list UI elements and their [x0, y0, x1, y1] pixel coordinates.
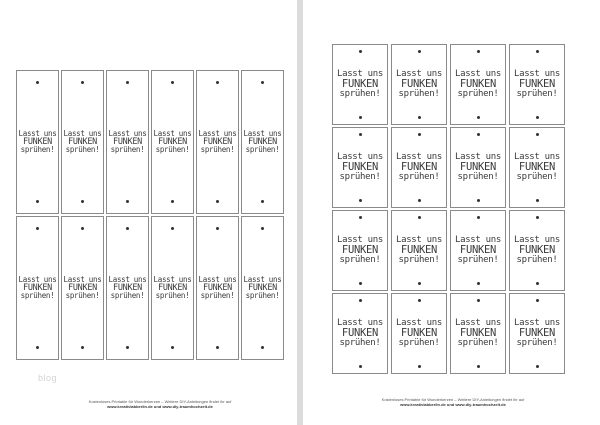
tag-text-line2: FUNKEN [400, 243, 438, 256]
tag-text-line3: sprühen! [398, 255, 440, 265]
tag-text-line2: FUNKEN [248, 136, 277, 147]
gift-tag [106, 70, 149, 214]
tag-text-line3: sprühen! [155, 145, 190, 155]
tag-text-line3: sprühen! [110, 145, 145, 155]
gift-tag [391, 210, 447, 291]
right-sheet-footer [343, 397, 563, 407]
punch-hole-dot [261, 227, 264, 230]
tag-text-line2: FUNKEN [518, 243, 556, 256]
punch-hole-dot [477, 199, 480, 202]
tag-text-line1: Lasst uns [513, 234, 561, 245]
tag-text-line2: FUNKEN [68, 282, 97, 293]
punch-hole-dot [126, 81, 129, 84]
punch-hole-dot [418, 199, 421, 202]
left-sheet-footer [50, 399, 270, 409]
gift-tag [450, 293, 506, 374]
punch-hole-dot [216, 200, 219, 203]
punch-hole-dot [536, 50, 539, 53]
tag-text-line3: sprühen! [155, 291, 190, 301]
punch-hole-dot [171, 200, 174, 203]
tag-text-line2: FUNKEN [341, 243, 379, 256]
tag-text-line1: Lasst uns [153, 128, 192, 138]
tag-text-line1: Lasst uns [395, 234, 443, 245]
tag-text-line1: Lasst uns [454, 317, 502, 328]
punch-hole-dot [359, 365, 362, 368]
punch-hole-dot [418, 282, 421, 285]
tag-text-line1: Lasst uns [198, 128, 237, 138]
punch-hole-dot [126, 346, 129, 349]
tag-text-line3: sprühen! [245, 291, 280, 301]
tag-text-line2: FUNKEN [158, 136, 187, 147]
tag-text-line3: sprühen! [516, 89, 558, 99]
gift-tag [509, 293, 565, 374]
punch-hole-dot [81, 227, 84, 230]
tag-text-line1: Lasst uns [336, 234, 384, 245]
punch-hole-dot [171, 81, 174, 84]
left-tag-grid [16, 70, 284, 360]
tag-text-line2: FUNKEN [518, 77, 556, 90]
footer-website-line: www.kreativlabberlin.de und www.diy-traumhochzeit.de [400, 402, 506, 407]
tag-text-line2: FUNKEN [400, 77, 438, 90]
tag-text-line1: Lasst uns [454, 68, 502, 79]
tag-text-line1: Lasst uns [336, 317, 384, 328]
tag-text-line3: sprühen! [398, 338, 440, 348]
tag-text-line3: sprühen! [20, 291, 55, 301]
tag-text-line2: FUNKEN [341, 326, 379, 339]
punch-hole-dot [171, 346, 174, 349]
tag-text-line1: Lasst uns [336, 151, 384, 162]
gift-tag [391, 127, 447, 208]
tag-text-line1: Lasst uns [18, 128, 57, 138]
tag-text-line2: FUNKEN [203, 282, 232, 293]
punch-hole-dot [81, 200, 84, 203]
tag-text-line1: Lasst uns [395, 68, 443, 79]
gift-tag [106, 216, 149, 360]
tag-text-line1: Lasst uns [513, 68, 561, 79]
tag-text-line1: Lasst uns [336, 68, 384, 79]
punch-hole-dot [359, 133, 362, 136]
tag-text-line2: FUNKEN [341, 160, 379, 173]
tag-text-line3: sprühen! [457, 172, 499, 182]
right-tag-grid [332, 44, 565, 374]
punch-hole-dot [477, 365, 480, 368]
punch-hole-dot [261, 200, 264, 203]
gift-tag [332, 127, 388, 208]
tag-text-line3: sprühen! [516, 172, 558, 182]
gift-tag [332, 210, 388, 291]
tag-text-line3: sprühen! [200, 145, 235, 155]
punch-hole-dot [36, 200, 39, 203]
watermark-text: blog [38, 373, 58, 383]
tag-text-line2: FUNKEN [248, 282, 277, 293]
punch-hole-dot [418, 299, 421, 302]
punch-hole-dot [477, 116, 480, 119]
punch-hole-dot [81, 81, 84, 84]
tag-text-line2: FUNKEN [203, 136, 232, 147]
tag-text-line2: FUNKEN [518, 160, 556, 173]
punch-hole-dot [261, 81, 264, 84]
tag-text-line3: sprühen! [516, 338, 558, 348]
punch-hole-dot [359, 199, 362, 202]
gift-tag [509, 127, 565, 208]
tag-text-line3: sprühen! [245, 145, 280, 155]
punch-hole-dot [536, 116, 539, 119]
gift-tag [196, 216, 239, 360]
punch-hole-dot [418, 133, 421, 136]
tag-text-line2: FUNKEN [400, 326, 438, 339]
tag-text-line1: Lasst uns [108, 274, 147, 284]
tag-text-line1: Lasst uns [243, 274, 282, 284]
footer-website-line: www.kreativlabberlin.de und www.diy-traumhochzeit.de [107, 404, 213, 409]
tag-text-line2: FUNKEN [459, 160, 497, 173]
tag-text-line3: sprühen! [20, 145, 55, 155]
gift-tag [450, 210, 506, 291]
tag-text-line3: sprühen! [65, 145, 100, 155]
tag-text-line1: Lasst uns [18, 274, 57, 284]
gift-tag [450, 127, 506, 208]
punch-hole-dot [36, 227, 39, 230]
gift-tag [509, 210, 565, 291]
punch-hole-dot [536, 282, 539, 285]
punch-hole-dot [171, 227, 174, 230]
tag-text-line2: FUNKEN [113, 282, 142, 293]
tag-text-line3: sprühen! [457, 338, 499, 348]
punch-hole-dot [418, 365, 421, 368]
punch-hole-dot [36, 81, 39, 84]
tag-text-line2: FUNKEN [23, 282, 52, 293]
tag-text-line2: FUNKEN [459, 243, 497, 256]
punch-hole-dot [477, 216, 480, 219]
punch-hole-dot [536, 199, 539, 202]
punch-hole-dot [418, 216, 421, 219]
punch-hole-dot [216, 81, 219, 84]
tag-text-line1: Lasst uns [243, 128, 282, 138]
punch-hole-dot [536, 133, 539, 136]
gift-tag [61, 216, 104, 360]
punch-hole-dot [359, 282, 362, 285]
tag-text-line1: Lasst uns [513, 317, 561, 328]
gift-tag [196, 70, 239, 214]
punch-hole-dot [477, 133, 480, 136]
gift-tag [151, 70, 194, 214]
gift-tag [16, 70, 59, 214]
gift-tag [61, 70, 104, 214]
tag-text-line3: sprühen! [339, 172, 381, 182]
gift-tag [450, 44, 506, 125]
tag-text-line1: Lasst uns [395, 151, 443, 162]
tag-text-line3: sprühen! [457, 89, 499, 99]
tag-text-line3: sprühen! [398, 89, 440, 99]
tag-text-line1: Lasst uns [454, 234, 502, 245]
gift-tag [391, 44, 447, 125]
punch-hole-dot [261, 346, 264, 349]
punch-hole-dot [477, 50, 480, 53]
punch-hole-dot [81, 346, 84, 349]
gift-tag [332, 44, 388, 125]
tag-text-line1: Lasst uns [63, 274, 102, 284]
tag-text-line3: sprühen! [200, 291, 235, 301]
punch-hole-dot [536, 365, 539, 368]
tag-text-line2: FUNKEN [341, 77, 379, 90]
gift-tag [332, 293, 388, 374]
gift-tag [241, 70, 284, 214]
tag-text-line3: sprühen! [339, 89, 381, 99]
tag-text-line3: sprühen! [398, 172, 440, 182]
punch-hole-dot [359, 299, 362, 302]
gift-tag [241, 216, 284, 360]
punch-hole-dot [126, 200, 129, 203]
gift-tag [151, 216, 194, 360]
tag-text-line1: Lasst uns [108, 128, 147, 138]
punch-hole-dot [359, 216, 362, 219]
tag-text-line1: Lasst uns [395, 317, 443, 328]
punch-hole-dot [418, 50, 421, 53]
gift-tag [509, 44, 565, 125]
tag-text-line1: Lasst uns [153, 274, 192, 284]
tag-text-line1: Lasst uns [63, 128, 102, 138]
tag-text-line3: sprühen! [339, 255, 381, 265]
punch-hole-dot [536, 299, 539, 302]
punch-hole-dot [36, 346, 39, 349]
punch-hole-dot [477, 282, 480, 285]
tag-text-line2: FUNKEN [23, 136, 52, 147]
tag-text-line2: FUNKEN [518, 326, 556, 339]
punch-hole-dot [536, 216, 539, 219]
punch-hole-dot [359, 50, 362, 53]
tag-text-line2: FUNKEN [68, 136, 97, 147]
punch-hole-dot [126, 227, 129, 230]
punch-hole-dot [359, 116, 362, 119]
tag-text-line1: Lasst uns [198, 274, 237, 284]
tag-text-line2: FUNKEN [400, 160, 438, 173]
tag-text-line1: Lasst uns [454, 151, 502, 162]
tag-text-line3: sprühen! [516, 255, 558, 265]
footer-credit-line: Kostenloses Printable für Wunderkerzen – Weitere DIY-Anleitungen findet ihr auf [88, 399, 232, 404]
punch-hole-dot [216, 227, 219, 230]
tag-text-line3: sprühen! [457, 255, 499, 265]
punch-hole-dot [418, 116, 421, 119]
tag-text-line3: sprühen! [110, 291, 145, 301]
tag-text-line3: sprühen! [65, 291, 100, 301]
punch-hole-dot [216, 346, 219, 349]
punch-hole-dot [477, 299, 480, 302]
gift-tag [16, 216, 59, 360]
tag-text-line2: FUNKEN [158, 282, 187, 293]
tag-text-line2: FUNKEN [459, 77, 497, 90]
footer-credit-line: Kostenloses Printable für Wunderkerzen – Weitere DIY-Anleitungen findet ihr auf [381, 397, 525, 402]
tag-text-line3: sprühen! [339, 338, 381, 348]
tag-text-line1: Lasst uns [513, 151, 561, 162]
tag-text-line2: FUNKEN [113, 136, 142, 147]
tag-text-line2: FUNKEN [459, 326, 497, 339]
gift-tag [391, 293, 447, 374]
